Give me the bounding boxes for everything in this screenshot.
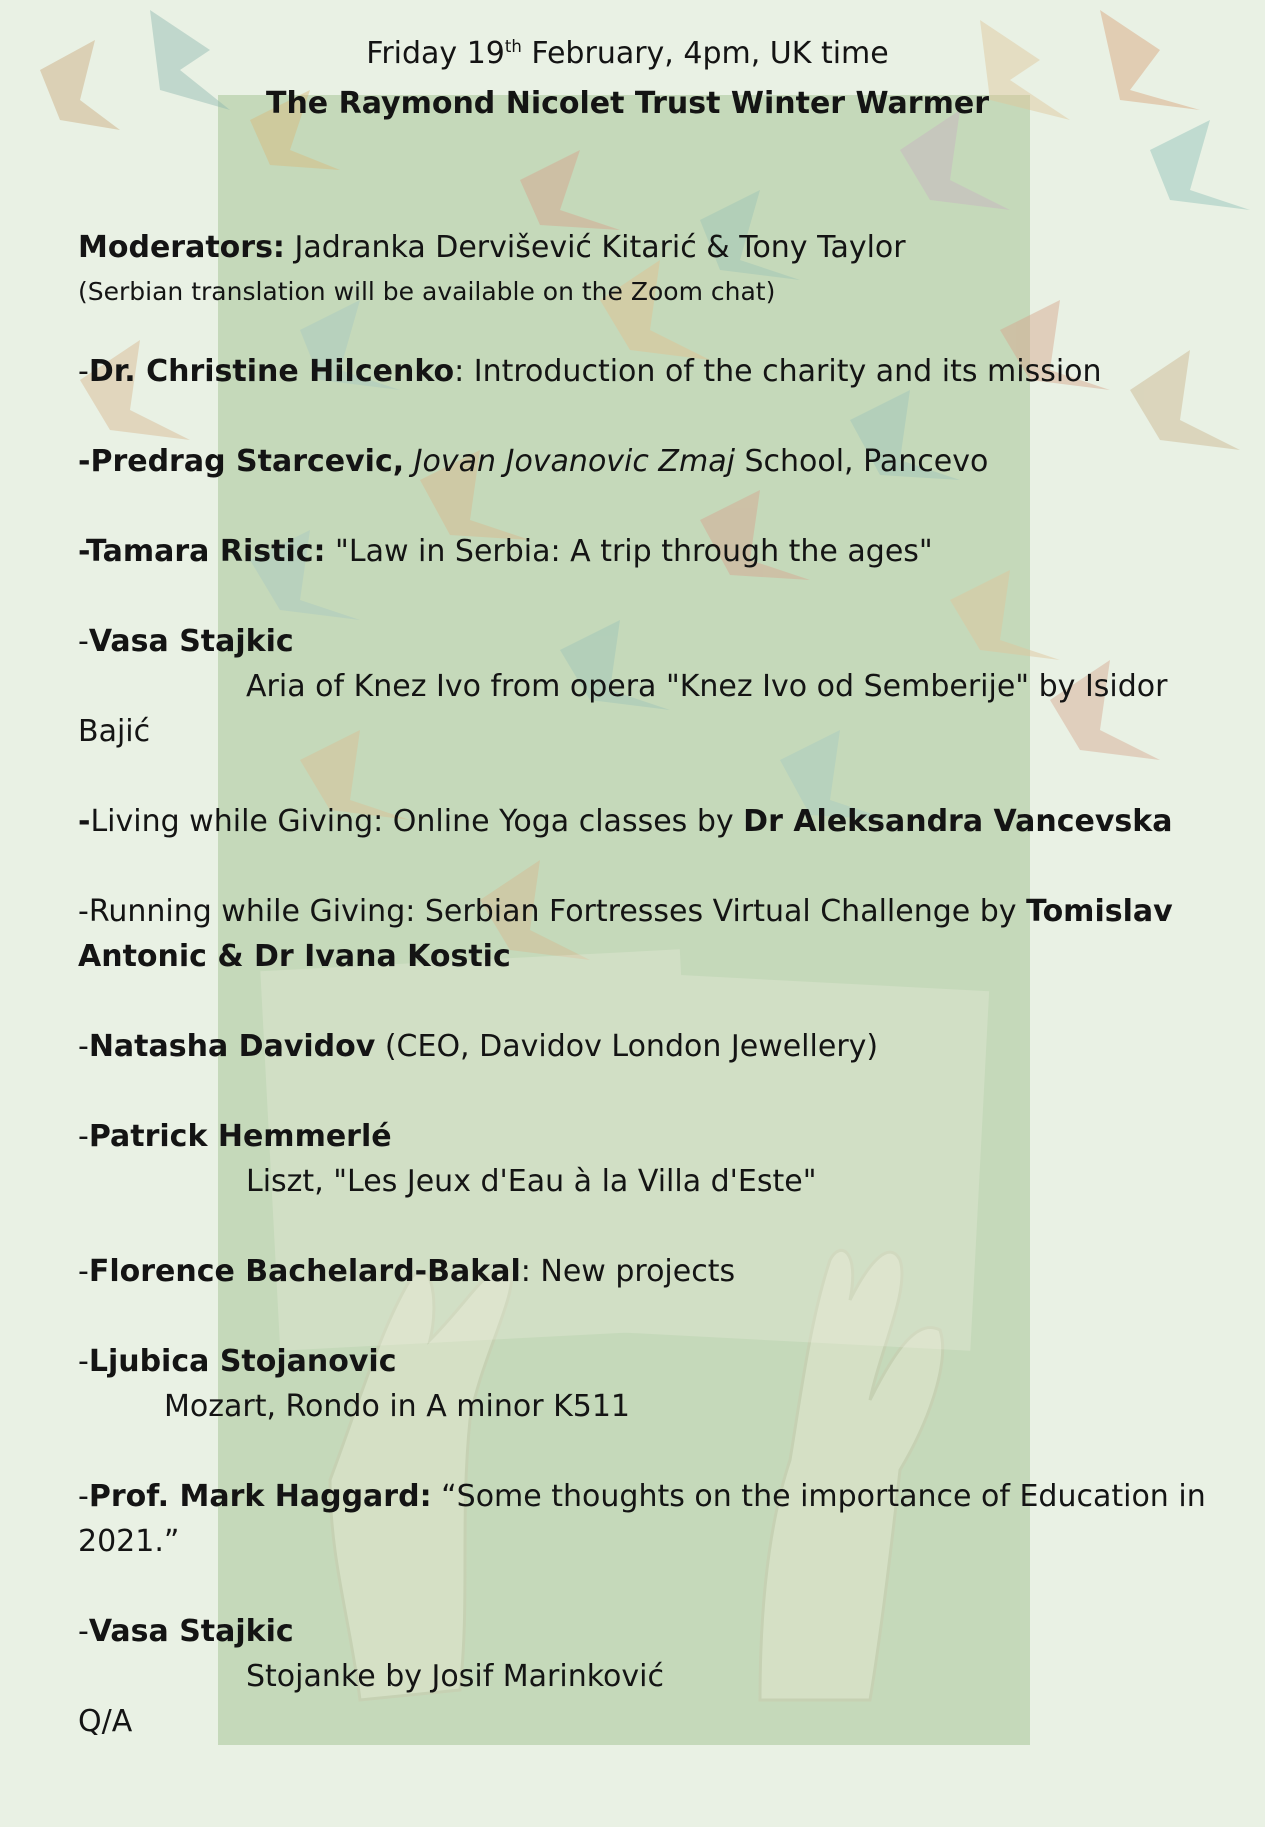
program-item-yoga: [78, 804, 1172, 840]
program-item-davidov: [78, 1029, 878, 1065]
piece-stajkic-1: Aria of Knez Ivo from opera "Knez Ivo od Semberije" by Isidor: [246, 669, 1168, 704]
moderators-line: [78, 230, 906, 266]
school-location: School, Pancevo: [734, 444, 989, 479]
talk-description: : New projects: [520, 1254, 736, 1289]
speaker-name: -Predrag Starcevic,: [78, 444, 405, 479]
piece-stajkic-1-cont: Bajić: [78, 714, 151, 749]
program-item-haggard: [78, 1479, 1206, 1515]
piece-stojanovic: Mozart, Rondo in A minor K511: [164, 1389, 631, 1424]
performer-name: Vasa Stajkic: [88, 1614, 294, 1649]
date-suffix: th: [504, 37, 522, 56]
program-item-starcevic: [78, 444, 988, 480]
performer-name: Patrick Hemmerlé: [88, 1119, 392, 1154]
organizer-name: Tomislav: [1026, 894, 1173, 929]
program-item-stajkic-2: [78, 1614, 294, 1650]
dash: -: [78, 1119, 89, 1154]
program-item-ristic: [78, 534, 933, 570]
performer-name: Vasa Stajkic: [88, 624, 294, 659]
translation-note: (Serbian translation will be available on the Zoom chat): [78, 277, 776, 306]
speaker-name: Dr. Christine Hilcenko: [88, 354, 455, 389]
performer-name: Ljubica Stojanovic: [88, 1344, 397, 1379]
qa-item: Q/A: [78, 1704, 133, 1739]
speaker-role: (CEO, Davidov London Jewellery): [375, 1029, 879, 1064]
program-item-hemmerle: [78, 1119, 392, 1155]
program-item-bachelard: [78, 1254, 735, 1290]
dash: -: [78, 624, 89, 659]
speaker-name: Florence Bachelard-Bakal: [88, 1254, 521, 1289]
talk-title: “Some thoughts on the importance of Education in: [431, 1479, 1206, 1514]
speaker-name: Natasha Davidov: [88, 1029, 376, 1064]
program-item-stojanovic: [78, 1344, 397, 1380]
program-item-hilcenko: [78, 354, 1102, 390]
talk-description: : Introduction of the charity and its mission: [454, 354, 1102, 389]
dash: -: [78, 1614, 89, 1649]
school-name: Jovan Jovanovic Zmaj: [413, 444, 735, 479]
talk-title: "Law in Serbia: A trip through the ages": [325, 534, 933, 569]
instructor-name: Dr Aleksandra Vancevska: [743, 804, 1173, 839]
piece-stajkic-2: Stojanke by Josif Marinković: [246, 1659, 664, 1694]
program-item-running: [78, 894, 1173, 930]
program-item-running-cont: Antonic & Dr Ivana Kostic: [78, 939, 511, 974]
program-item-stajkic-1: [78, 624, 294, 660]
dash: -: [78, 1344, 89, 1379]
moderators-names: Jadranka Dervišević Kitarić & Tony Taylor: [284, 230, 906, 265]
dash: -: [78, 1479, 89, 1514]
speaker-name: -Tamara Ristic:: [78, 534, 326, 569]
event-date: [0, 36, 1255, 72]
dash: -: [78, 1029, 89, 1064]
moderators-label: Moderators:: [78, 230, 285, 265]
activity-text: Living while Giving: Online Yoga classes by: [90, 804, 744, 839]
date-text: Friday 19: [366, 36, 505, 71]
activity-text: -Running while Giving: Serbian Fortresses Virtual Challenge by: [78, 894, 1027, 929]
date-rest: February, 4pm, UK time: [521, 36, 889, 71]
program-item-haggard-cont: 2021.”: [78, 1524, 180, 1559]
dash: -: [78, 804, 91, 839]
dash: -: [78, 1254, 89, 1289]
dash: -: [78, 354, 89, 389]
piece-hemmerle: Liszt, "Les Jeux d'Eau à la Villa d'Este": [246, 1164, 817, 1199]
speaker-name: Prof. Mark Haggard:: [88, 1479, 432, 1514]
event-title: The Raymond Nicolet Trust Winter Warmer: [265, 86, 990, 121]
